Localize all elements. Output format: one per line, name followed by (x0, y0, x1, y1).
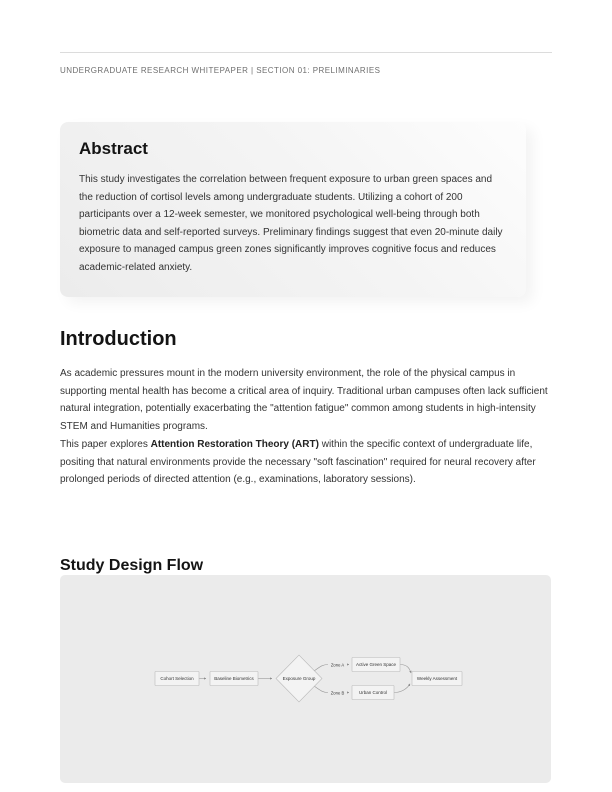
flow-node-weekly-assessment-label: Weekly Assessment (416, 676, 458, 682)
abstract-body: This study investigates the correlation between frequent exposure to urban green spaces and the reduction of cortisol levels among undergraduate students. Utilizing a cohort of 200 participants over a 12-week semester, we monitored psychological well-being through both biometric data and self-reported surveys. Preliminary findings suggest that even 20-minute daily exposure to managed campus green zones significantly improves cognitive focus and reduces academic-related anxiety. (79, 174, 503, 273)
study-design-title: Study Design Flow (60, 557, 204, 574)
flow-node-exposure-group-label: Exposure Group (282, 676, 316, 682)
flow-node-active-green-space (352, 658, 400, 672)
paragraph-2-suffix: within the specific context of undergraduate life, positing that natural environments provide the necessary "soft fascination" required for neural recovery after prolonged periods of directed attention (e.g., examinations, laboratory sessions). (60, 438, 536, 486)
flow-node-cohort-selection (155, 672, 199, 686)
edge-exposure-to-zone-a (314, 665, 328, 672)
flow-node-active-green-space-label: Active Green Space (355, 662, 397, 668)
flow-node-urban-control (352, 686, 394, 700)
flow-node-exposure-group (276, 655, 322, 702)
paragraph-2-bold-term: Attention Restoration Theory (ART) (150, 438, 319, 450)
edge-exposure-to-zone-b (314, 686, 328, 693)
introduction-paragraph-2 (60, 436, 550, 489)
edge-urban-to-weekly (394, 684, 410, 693)
edge-label-zone-b: Zone B (330, 690, 345, 696)
introduction-text (60, 365, 550, 489)
paragraph-2-prefix: This paper explores (60, 438, 151, 450)
flow-node-baseline-biometrics (210, 672, 258, 686)
edge-green-to-weekly (400, 665, 411, 674)
flow-node-cohort-selection-label: Cohort Selection (160, 676, 194, 682)
document-meta-header: UNDERGRADUATE RESEARCH WHITEPAPER | SECTION 01: PRELIMINARIES (60, 66, 381, 75)
header-divider (60, 52, 552, 53)
flow-node-weekly-assessment (412, 672, 462, 686)
abstract-title: Abstract (79, 139, 148, 158)
introduction-paragraph-1: As academic pressures mount in the modern university environment, the role of the physical campus in supporting mental health has become a critical area of inquiry. Traditional urban campuses often lack sufficient natural integration, potentially exacerbating the "attention fatigue" common among students in high-intensity STEM and Humanities programs. (60, 368, 548, 433)
flow-node-urban-control-label: Urban Control (358, 690, 388, 696)
edge-label-zone-a: Zone A (330, 662, 345, 668)
introduction-title: Introduction (60, 328, 177, 350)
flowchart-svg (60, 575, 551, 783)
abstract-card (60, 122, 526, 297)
flow-node-baseline-biometrics-label: Baseline Biometrics (214, 676, 254, 682)
study-design-diagram-card (60, 575, 551, 783)
